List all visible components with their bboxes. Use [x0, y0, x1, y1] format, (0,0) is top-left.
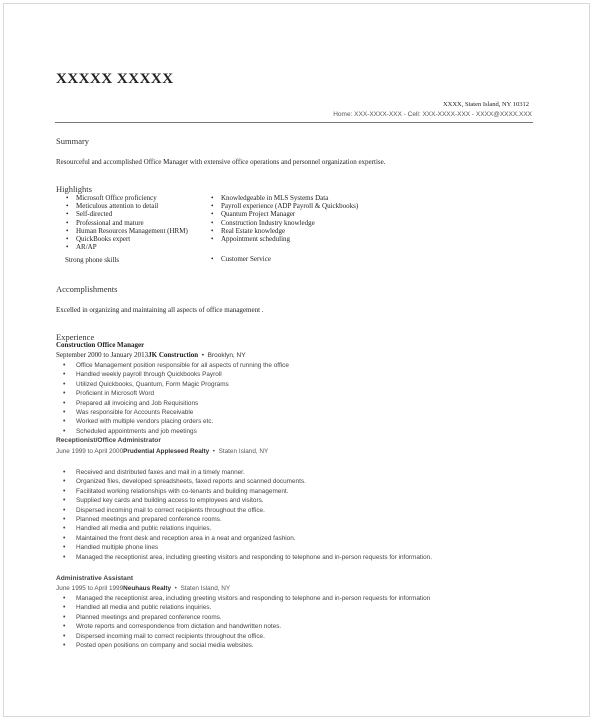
list-item: • Human Resources Management (HRM)	[76, 227, 188, 235]
list-item: • Quantum Project Manager	[221, 210, 358, 218]
list-item: • Real Estate knowledge	[221, 227, 358, 235]
list-item: • Handled weekly payroll through Quickbooks Payroll	[76, 370, 289, 379]
list-item: • Office Management position responsible for all aspects of running the office	[76, 361, 289, 370]
job-dates: June 1999 to April 2000	[56, 448, 124, 455]
highlights-left-list	[76, 194, 188, 251]
summary-text: Resourceful and accomplished Office Manager with extensive office operations and personnel organization expertise.	[56, 158, 386, 166]
list-item: • Supplied key cards and building access to employees and visitors.	[76, 496, 432, 505]
address: XXXX, Staten Island, NY 10312	[442, 101, 529, 108]
list-item: • Wrote reports and correspondence from dictation and handwritten notes.	[76, 622, 430, 631]
list-item: • Utilized Quickbooks, Quantum, Form Magic Programs	[76, 380, 289, 389]
job-location: Brooklyn, NY	[207, 352, 246, 359]
job-duties-list	[76, 361, 289, 436]
contact-line: Home: XXX-XXXX-XXX - Cell: XXX-XXXX-XXX - XXXX@XXXX.XXX	[333, 111, 532, 118]
job-location: Staten Island, NY	[180, 585, 231, 592]
header-divider	[55, 122, 533, 123]
job-duties-list	[76, 468, 432, 562]
highlights-heading: Highlights	[56, 184, 92, 194]
job-dates: June 1995 to April 1999	[56, 585, 124, 592]
list-item: • Dispersed incoming mail to correct recipients throughout the office.	[76, 632, 430, 641]
list-item: • Planned meetings and prepared conference rooms.	[76, 613, 430, 622]
list-item: • AR/AP	[76, 243, 188, 251]
list-item: • Proficient in Microsoft Word	[76, 389, 289, 398]
list-item: • Organized files, developed spreadsheets, faxed reports and scanned documents.	[76, 477, 432, 486]
job-meta: June 1999 to April 2000Prudential Appleseed Realty • Staten Island, NY	[56, 448, 269, 455]
resume-name: XXXXX XXXXX	[56, 71, 174, 87]
job-company: Prudential Appleseed Realty	[123, 448, 210, 455]
job-location: Staten Island, NY	[218, 448, 269, 455]
list-item: • Knowledgeable in MLS Systems Data	[221, 194, 358, 202]
highlight-extra-left: Strong phone skills	[65, 256, 120, 264]
list-item: • Handled all media and public relations inquiries.	[76, 603, 430, 612]
list-item: • Customer Service	[221, 255, 271, 263]
list-item: • Meticulous attention to detail	[76, 202, 188, 210]
list-item: • Maintained the front desk and reception area in a neat and organized fashion.	[76, 534, 432, 543]
list-item: • Self-directed	[76, 210, 188, 218]
experience-heading: Experience	[56, 332, 95, 342]
job-title: Construction Office Manager	[56, 341, 145, 349]
list-item: • Prepared all invoicing and Job Requisitions	[76, 399, 289, 408]
list-item: • Payroll experience (ADP Payroll & Quickbooks)	[221, 202, 358, 210]
list-item: • Facilitated working relationships with co-tenants and building management.	[76, 487, 432, 496]
list-item: • Scheduled appointments and job meetings	[76, 427, 289, 436]
list-item: • Planned meetings and prepared conference rooms.	[76, 515, 432, 524]
accomplishments-heading: Accomplishments	[56, 284, 118, 294]
list-item: • Was responsible for Accounts Receivable	[76, 408, 289, 417]
list-item: • Worked with multiple vendors placing orders etc.	[76, 417, 289, 426]
job-duties-list	[76, 594, 430, 650]
list-item: • Posted open positions on company and social media websites.	[76, 641, 430, 650]
job-meta: September 2000 to January 2013JK Construction • Brooklyn, NY	[56, 351, 246, 359]
highlights-right-extra	[221, 255, 271, 263]
list-item: • Appointment scheduling	[221, 235, 358, 243]
list-item: • Construction Industry knowledge	[221, 219, 358, 227]
list-item: • Received and distributed faxes and mail in a timely manner.	[76, 468, 432, 477]
highlights-right-list	[221, 194, 358, 243]
accomplishments-text: Excelled in organizing and maintaining all aspects of office management .	[56, 306, 264, 314]
list-item: • Managed the receptionist area, including greeting visitors and responding to telephone and in-person requests for information	[76, 594, 430, 603]
list-item: • Professional and mature	[76, 219, 188, 227]
job-meta: June 1995 to April 1999Neuhaus Realty • Staten Island, NY	[56, 585, 231, 592]
job-company: JK Construction	[148, 351, 199, 359]
list-item: • Dispersed incoming mail to correct recipients throughout the office.	[76, 506, 432, 515]
list-item: • Managed the receptionist area, including greeting visitors and responding to telephone and in-person requests for information.	[76, 553, 432, 562]
list-item: • Microsoft Office proficiency	[76, 194, 188, 202]
job-title: Receptionist/Office Administrator	[56, 437, 161, 444]
job-company: Neuhaus Realty	[123, 585, 172, 592]
list-item: • Handled multiple phone lines	[76, 543, 432, 552]
job-title: Administrative Assistant	[56, 575, 134, 582]
summary-heading: Summary	[56, 136, 90, 146]
job-dates: September 2000 to January 2013	[56, 351, 149, 359]
list-item: • QuickBooks expert	[76, 235, 188, 243]
list-item: • Handled all media and public relations inquiries.	[76, 524, 432, 533]
